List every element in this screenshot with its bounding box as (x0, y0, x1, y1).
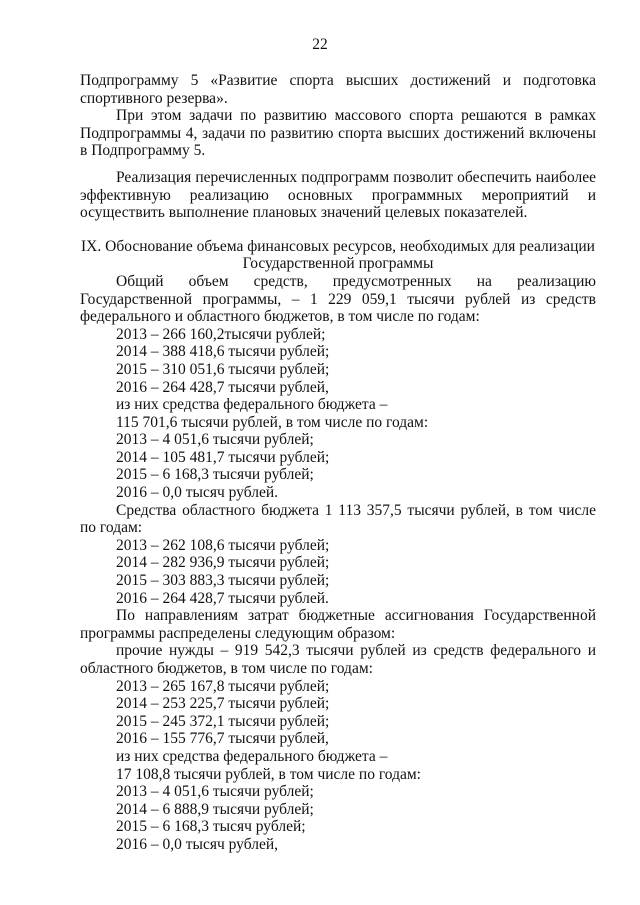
list-line: 2015 – 6 168,3 тысяч рублей; (116, 818, 306, 836)
list-line: 2013 – 4 051,6 тысячи рублей; (116, 783, 314, 801)
paragraph: Подпрограмму 5 «Развитие спорта высших достижений и подготовка спортивного резерва». (80, 72, 596, 107)
list-line: 2016 – 264 428,7 тысячи рублей. (116, 589, 329, 607)
list-line: 2016 – 155 776,7 тысячи рублей, (116, 730, 329, 748)
list-line: 2013 – 262 108,6 тысячи рублей; (116, 536, 330, 554)
list-line: 2016 – 264 428,7 тысячи рублей, (116, 378, 329, 396)
list-line: 2014 – 6 888,9 тысячи рублей; (116, 800, 314, 818)
paragraph: При этом задачи по развитию массового спорта решаются в рамках Подпрограммы 4, задачи по развитию спорта высших достижений включены в Подпрограмму 5. (80, 107, 596, 160)
list-line: из них средства федерального бюджета – (116, 747, 388, 765)
paragraph: По направлениям затрат бюджетные ассигнования Государственной программы распределены следующим образом: (80, 607, 596, 642)
list-line: 2015 – 303 883,3 тысячи рублей; (116, 572, 330, 590)
list-line: 17 108,8 тысячи рублей, в том числе по годам: (116, 765, 421, 783)
list-line: из них средства федерального бюджета – (116, 396, 388, 414)
list-line: 2014 – 253 225,7 тысячи рублей; (116, 695, 330, 713)
list-line: 2016 – 0,0 тысяч рублей, (116, 835, 278, 853)
list-line: 2014 – 282 936,9 тысячи рублей; (116, 554, 330, 572)
document-body (80, 72, 596, 854)
list-line: 115 701,6 тысячи рублей, в том числе по годам: (116, 413, 429, 431)
list-line: 2013 – 265 167,8 тысячи рублей; (116, 677, 330, 695)
list-line: 2016 – 0,0 тысяч рублей. (116, 484, 278, 502)
list-line: 2015 – 6 168,3 тысячи рублей; (116, 466, 314, 484)
section-heading: IX. Обоснование объема финансовых ресурсов, необходимых для реализации Государственной программы (81, 237, 595, 273)
list-line: 2015 – 310 051,6 тысячи рублей; (116, 360, 330, 378)
paragraph: Реализация перечисленных подпрограмм позволит обеспечить наиболее эффективную реализацию основных программных мероприятий и осуществить выполнение плановых значений целевых показателей. (80, 168, 596, 222)
list-line: 2013 – 4 051,6 тысячи рублей; (116, 431, 314, 449)
list-line: 2014 – 105 481,7 тысячи рублей; (116, 448, 330, 466)
page-number: 22 (312, 36, 328, 53)
paragraph: прочие нужды – 919 542,3 тысячи рублей из средств федерального и областного бюджетов, в том числе по годам: (80, 642, 596, 677)
paragraph: Общий объем средств, предусмотренных на реализацию Государственной программы, – 1 229 059,1 тысячи рублей из средств федерального и областного бюджетов, в том числе по годам: (80, 272, 596, 326)
paragraph: Средства областного бюджета 1 113 357,5 тысячи рублей, в том числе по годам: (80, 501, 596, 537)
list-line: 2015 – 245 372,1 тысячи рублей; (116, 712, 330, 730)
list-line: 2014 – 388 418,6 тысячи рублей; (116, 343, 330, 361)
list-line: 2013 – 266 160,2тысячи рублей; (116, 325, 326, 343)
